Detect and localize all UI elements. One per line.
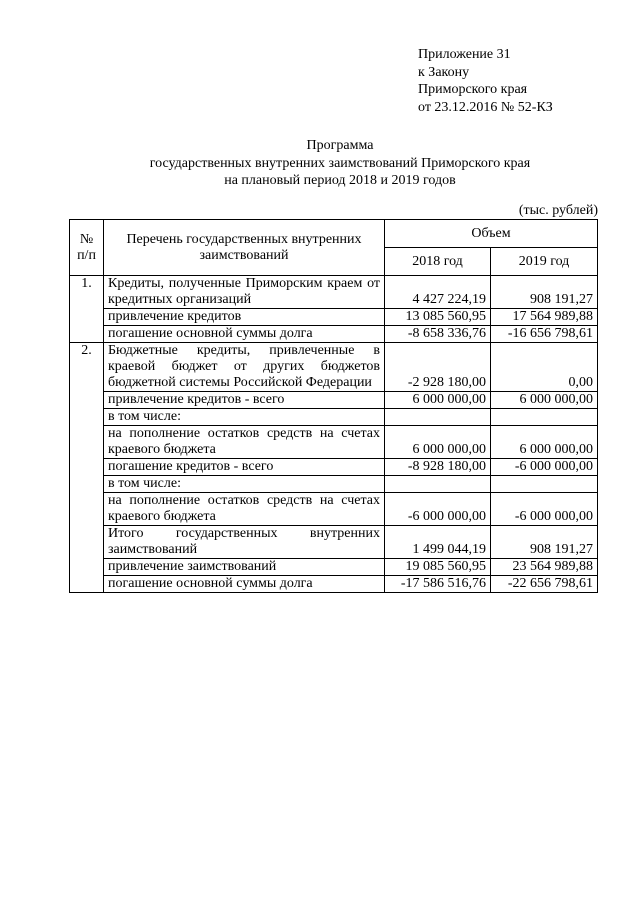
table-row [70, 392, 598, 409]
value-2019: 0,00 [491, 343, 598, 392]
value-2018: 1 499 044,19 [385, 526, 491, 559]
value-2019 [491, 409, 598, 426]
value-2019: -6 000 000,00 [491, 493, 598, 526]
value-2018: 6 000 000,00 [385, 426, 491, 459]
table-row [70, 459, 598, 476]
table-row [70, 326, 598, 343]
value-2019 [491, 476, 598, 493]
table-row [70, 309, 598, 326]
table-row [70, 526, 598, 559]
row-label: привлечение кредитов - всего [104, 392, 385, 409]
row-label: на пополнение остатков средств на счетах краевого бюджета [104, 493, 385, 526]
row-number: 2. [70, 343, 104, 593]
value-2019: 23 564 989,88 [491, 559, 598, 576]
title-line-3: на плановый период 2018 и 2019 годов [224, 173, 456, 188]
title-line-2: государственных внутренних заимствований Приморского края [149, 155, 531, 171]
table-row [70, 576, 598, 593]
table-row [70, 559, 598, 576]
value-2019: -16 656 798,61 [491, 326, 598, 343]
value-2018: 4 427 224,19 [385, 276, 491, 309]
appendix-header [418, 46, 553, 116]
table-row [70, 409, 598, 426]
borrowings-table [69, 219, 598, 593]
table-row [70, 426, 598, 459]
header-2018: 2018 год [385, 248, 491, 276]
value-2018: -8 658 336,76 [385, 326, 491, 343]
row-label: в том числе: [104, 476, 385, 493]
row-label: Итого государственных внутренних заимствований [104, 526, 385, 559]
title-line-1: Программа [306, 138, 374, 153]
row-label: в том числе: [104, 409, 385, 426]
row-label: Кредиты, полученные Приморским краем от кредитных организаций [104, 276, 385, 309]
value-2019: -22 656 798,61 [491, 576, 598, 593]
row-label: привлечение заимствований [104, 559, 385, 576]
units-note: (тыс. рублей) [518, 203, 598, 218]
header-2019: 2019 год [491, 248, 598, 276]
header-list: Перечень государственных внутренних заимствований [104, 220, 385, 276]
table-row [70, 343, 598, 392]
value-2019: 6 000 000,00 [491, 392, 598, 409]
appendix-region: Приморского края [418, 82, 528, 97]
value-2018: 19 085 560,95 [385, 559, 491, 576]
table-row [70, 476, 598, 493]
value-2019: 17 564 989,88 [491, 309, 598, 326]
row-label: погашение кредитов - всего [104, 459, 385, 476]
row-label: погашение основной суммы долга [104, 576, 385, 593]
value-2018 [385, 409, 491, 426]
value-2018 [385, 476, 491, 493]
table-row [70, 276, 598, 309]
table-row [70, 493, 598, 526]
value-2019: 908 191,27 [491, 526, 598, 559]
value-2018: -2 928 180,00 [385, 343, 491, 392]
value-2018: -8 928 180,00 [385, 459, 491, 476]
value-2019: 908 191,27 [491, 276, 598, 309]
row-label: погашение основной суммы долга [104, 326, 385, 343]
row-label: привлечение кредитов [104, 309, 385, 326]
row-label: Бюджетные кредиты, привлеченные в краевой бюджет от других бюджетов бюджетной системы Российской Федерации [104, 343, 385, 392]
appendix-number: Приложение 31 [418, 47, 511, 62]
appendix-law: к Закону [418, 64, 470, 80]
value-2018: 13 085 560,95 [385, 309, 491, 326]
header-volume: Объем [385, 220, 598, 248]
document-title [40, 137, 640, 190]
value-2018: -6 000 000,00 [385, 493, 491, 526]
value-2018: 6 000 000,00 [385, 392, 491, 409]
appendix-date: от 23.12.2016 № 52-КЗ [418, 99, 553, 115]
row-number: 1. [70, 276, 104, 343]
value-2019: -6 000 000,00 [491, 459, 598, 476]
table-body [70, 276, 598, 593]
value-2019: 6 000 000,00 [491, 426, 598, 459]
header-number: № п/п [70, 220, 104, 276]
row-label: на пополнение остатков средств на счетах краевого бюджета [104, 426, 385, 459]
value-2018: -17 586 516,76 [385, 576, 491, 593]
